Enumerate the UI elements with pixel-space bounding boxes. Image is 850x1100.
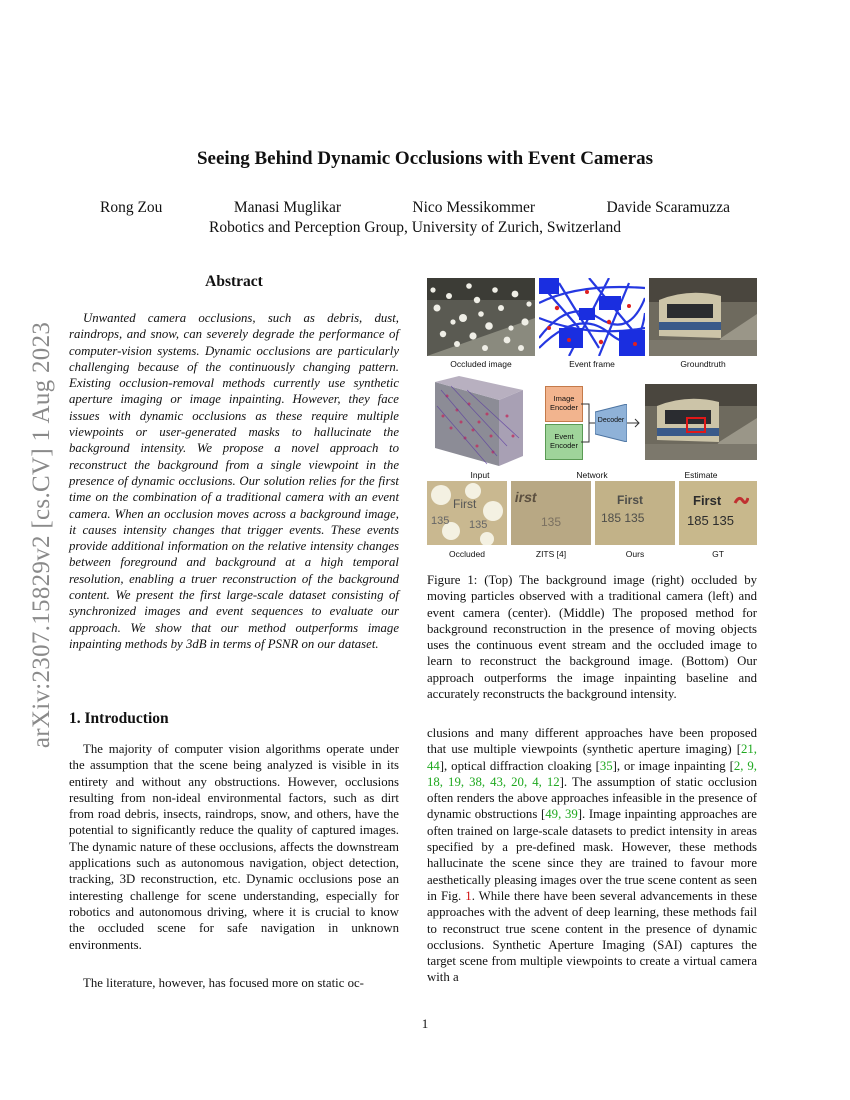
- figure-1: [427, 278, 757, 563]
- citation-link[interactable]: 21, 44: [427, 742, 757, 773]
- intro-paragraph: The literature, however, has focused more on static oc-: [83, 976, 364, 990]
- arrow-right-icon: [627, 417, 643, 429]
- image-encoder-label: Encoder: [550, 403, 578, 412]
- figure-label: Network: [576, 470, 608, 480]
- affiliation: Robotics and Perception Group, University of Zurich, Switzerland: [209, 219, 621, 236]
- groundtruth-thumbnail: [649, 278, 757, 356]
- event-encoder-block: [545, 424, 583, 460]
- logo-mark-icon: [733, 495, 749, 507]
- occluded-image-thumbnail: [427, 278, 535, 356]
- body-text: . While there have been several advancements in these approaches with the advent of deep learning, these methods fail to reconstruct true scene content in the presence of dynamic occlusions. Synthetic Aperture Imaging (SAI) captures the target scene from multiple viewpoints to create a virtual camera with a: [427, 888, 757, 985]
- event-encoder-label: Encoder: [550, 441, 578, 450]
- crop-gt: [679, 481, 757, 545]
- author: Rong Zou: [100, 199, 163, 216]
- body-text: ], or image inpainting [: [612, 758, 734, 773]
- right-column-paragraph: [427, 725, 757, 986]
- section-heading-introduction: 1. Introduction: [69, 710, 169, 727]
- crop-text: 135: [469, 519, 488, 531]
- author: Davide Scaramuzza: [606, 199, 730, 216]
- figure-label: Input: [470, 470, 490, 480]
- decoder-label: Decoder: [597, 417, 625, 424]
- author-list: [100, 199, 730, 217]
- crop-ours: [595, 481, 675, 545]
- image-encoder-label: Image: [553, 394, 575, 403]
- abstract-heading: Abstract: [205, 273, 263, 290]
- crop-text: 135: [541, 515, 562, 529]
- figure-label: GT: [712, 549, 724, 559]
- abstract-text: Unwanted camera occlusions, such as debris, dust, raindrops, and snow, can severely degrade the performance of computer-vision systems. Dynamic occlusions are particularly challenging because of the continuously changing pattern. Existing occlusion-removal methods currently use synthetic aperture imaging or image inpainting. However, they face issues with dynamic occlusions as these require multiple viewpoints or user-generated masks to hallucinate the background intensity. We propose a novel approach to reconstruct the background from a single viewpoint in the presence of dynamic occlusions. Our solution relies for the first time on the combination of a traditional camera with an event camera. When an occlusion moves across a background image, it causes intensity changes that trigger events. These events provide additional information on the relative intensity changes between foreground and background at a high temporal resolution, enabling a truer reconstruction of the background content. We present the first large-scale dataset consisting of synchronized images and event sequences to evaluate our approach. We show that our method outperforms image inpainting methods by 3dB in terms of PSNR on our dataset.: [69, 311, 399, 651]
- event-frame-thumbnail: [539, 278, 645, 356]
- citation-link[interactable]: 49, 39: [545, 807, 578, 822]
- figure-label: Occluded: [449, 549, 485, 559]
- figure-label: Groundtruth: [680, 359, 726, 369]
- figure-label: Occluded image: [450, 359, 512, 369]
- crop-zits: [511, 481, 591, 545]
- crop-text: 185 135: [601, 511, 645, 525]
- body-text: clusions and many different approaches have been proposed that use multiple viewpoints (synthetic aperture imaging) [: [427, 726, 757, 757]
- author: Manasi Muglikar: [233, 199, 342, 216]
- event-encoder-label: Event: [554, 432, 574, 441]
- estimate-thumbnail: [645, 384, 757, 460]
- crop-text: 185 135: [687, 513, 734, 528]
- body-text: ], optical diffraction cloaking [: [439, 758, 600, 773]
- arxiv-side-stamp: [22, 290, 62, 780]
- citation-link[interactable]: 2, 9, 18, 19, 38, 43, 20, 4, 12: [427, 758, 757, 789]
- decoder-block: [595, 404, 627, 442]
- figure-label: ZITS [4]: [535, 549, 567, 559]
- body-text: ]. Image inpainting approaches are often trained on large-scale datasets to predict intensity in areas specified by a pre-defined mask. However, these methods hallucinate the scene since they are trained to favour more aesthetically pleasing images over the true scene content as seen in Fig.: [427, 807, 757, 903]
- author: Nico Messikommer: [412, 199, 536, 216]
- crop-text: First: [453, 497, 477, 511]
- paper-title: Seeing Behind Dynamic Occlusions with Event Cameras: [196, 148, 654, 169]
- crop-text: First: [617, 493, 644, 507]
- citation-link[interactable]: 35: [599, 758, 613, 773]
- figure-label: Ours: [625, 549, 645, 559]
- crop-occluded: [427, 481, 507, 545]
- crop-text: 135: [431, 515, 450, 527]
- input-volume-illustration: [427, 376, 533, 468]
- crop-text: irst: [513, 489, 539, 505]
- arxiv-stamp-text: arXiv:2307.15829v2 [cs.CV] 1 Aug 2023: [28, 321, 55, 749]
- figure-label: Event frame: [569, 359, 615, 369]
- page-number: 1: [421, 1016, 429, 1031]
- crop-text: First: [693, 493, 722, 508]
- figure-caption: Figure 1: (Top) The background image (right) occluded by moving particles observed with a traditional camera (left) and event camera (center). (Middle) The proposed method for background reconstruction in the presence of moving objects uses the continuous event stream and the occluded image to learn to reconstruct the background image. (Bottom) Our approach outperforms the image inpainting baseline and accurately reconstructs the background intensity.: [427, 573, 757, 702]
- body-text: ]. The assumption of static occlusion often renders the above approaches infeasible in the presence of dynamic obstructions [: [427, 774, 757, 822]
- figure-reference-link[interactable]: 1: [465, 888, 472, 903]
- intro-paragraph: The majority of computer vision algorithms operate under the assumption that the scene being analyzed is visible in its entirety and without any obstructions. However, occlusions resulting from non-ideal environmental factors, such as dirt from road debris, insects, raindrops, snow, and others, have the potential to significantly reduce the quality of captured images. The dynamic nature of these occlusions, affects the downstream applications such as autonomous navigation, object detection, tracking, 3D reconstruction, etc. Dynamic occlusions pose an interesting challenge for scene understanding, especially for robotics and autonomous driving, where it is crucial to know the occluded scene for safe navigation in unknown environments.: [69, 742, 399, 952]
- figure-label: Estimate: [684, 470, 718, 480]
- image-encoder-block: [545, 386, 583, 422]
